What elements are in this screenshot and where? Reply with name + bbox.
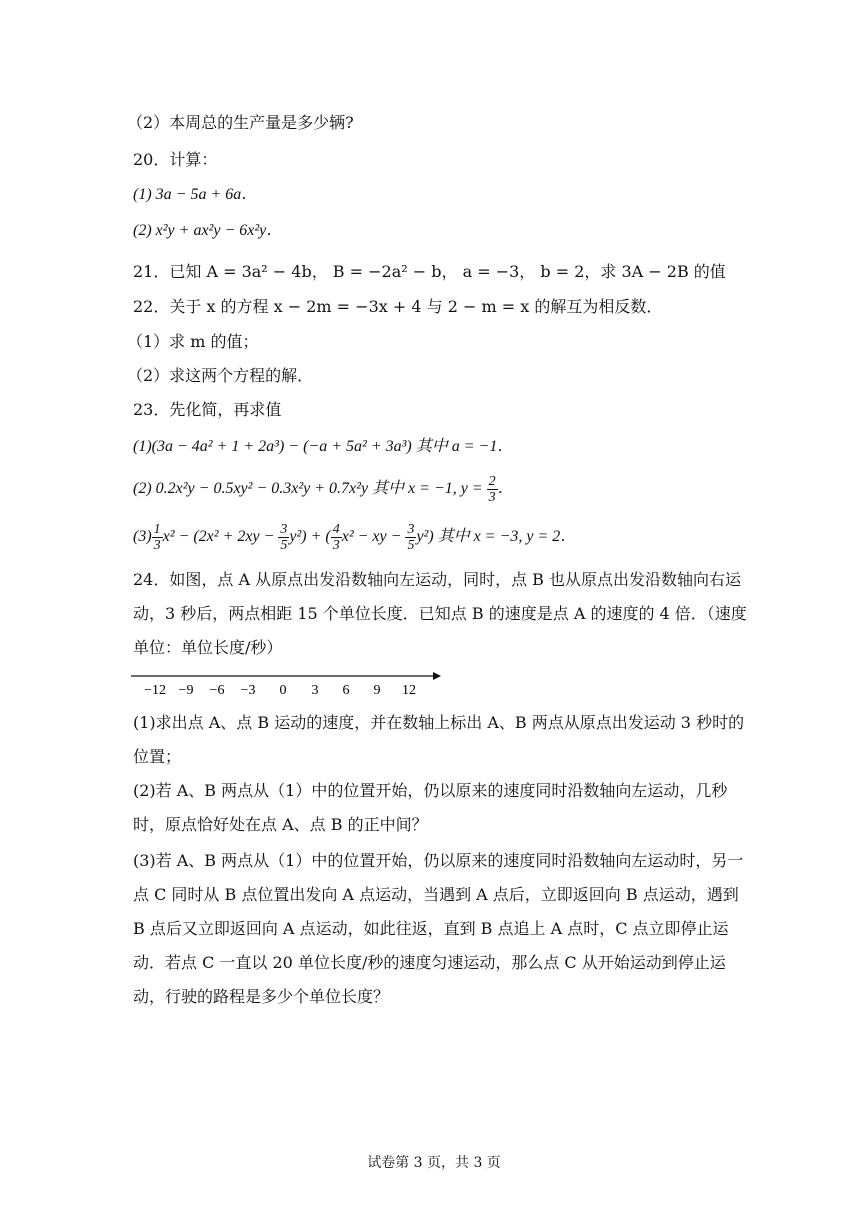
- paragraph-q24-part1: (1)求出点 A、点 B 运动的速度，并在数轴上标出 A、B 两点从原点出发运动 3 秒时的位置；: [133, 713, 745, 766]
- tick-label: 12: [402, 683, 416, 698]
- fraction-denominator: 3: [488, 490, 496, 505]
- q23-part3-text-c: x² − xy −: [341, 528, 406, 546]
- q23-part3-text-d: y²) 其中 x = −3, y = 2．: [416, 528, 577, 546]
- line-q20-title: 20．计算：: [133, 150, 218, 169]
- fraction: [278, 522, 289, 553]
- q23-part2-text: (2) 0.2x²y − 0.5xy² − 0.3x²y + 0.7x²y 其中 x = −1, y =: [133, 480, 487, 498]
- q23-part3-text-a: x² − (2x² + 2xy −: [162, 528, 279, 546]
- fraction-numerator: 2: [488, 474, 496, 489]
- fraction-denominator: 3: [153, 538, 161, 553]
- line-q22-part1: （1）求 m 的值；: [127, 332, 259, 351]
- line-q21: 21．已知 A = 3a² − 4b， B = −2a² − b， a = −3， b = 2，求 3A − 2B 的值: [133, 262, 726, 281]
- tick-label: −9: [178, 683, 194, 698]
- fraction: [405, 522, 416, 553]
- tick-label: 0: [279, 683, 287, 698]
- fraction: [487, 474, 498, 505]
- tick-label: 3: [311, 683, 319, 698]
- line-q19-part2: （2）本周总的生产量是多少辆?: [127, 113, 354, 132]
- line-q22-part2: （2）求这两个方程的解．: [127, 366, 314, 385]
- fraction-numerator: 4: [332, 522, 340, 537]
- tick-label: 6: [342, 683, 350, 698]
- fraction: [331, 522, 342, 553]
- fraction-numerator: 1: [153, 522, 161, 537]
- line-q20-part2: (2) x²y + ax²y − 6x²y．: [133, 222, 283, 239]
- line-q23-part3: (3) $\frac{1}{3}$ x² − (2x² + 2xy − $\frac{3}{5}$ y²) + ( $\frac{4}{3}$ x² − xy − $\frac{3}{5}$ y²) 其中 x = −3, y = 2．: [133, 522, 577, 553]
- tick-label: 9: [373, 683, 381, 698]
- fraction-denominator: 5: [407, 538, 415, 553]
- q23-part3-text-b: y²) + (: [289, 528, 331, 546]
- tick-label: −3: [240, 683, 256, 698]
- paragraph-q24-part2: (2)若 A、B 两点从（1）中的位置开始，仍以原来的速度同时沿数轴向左运动，几秒时，原点恰好处在点 A、点 B 的正中间？: [133, 781, 728, 834]
- fraction-numerator: 3: [407, 522, 415, 537]
- fraction-denominator: 5: [280, 538, 288, 553]
- paragraph-q24: 24．如图，点 A 从原点出发沿数轴向左运动，同时，点 B 也从原点出发沿数轴向右运动，3 秒后，两点相距 15 个单位长度．已知点 B 的速度是点 A 的速度的 4 倍．（速度单位：单位长度/秒）: [133, 570, 747, 657]
- tick-label: −6: [209, 683, 225, 698]
- paragraph-q24-part3: (3)若 A、B 两点从（1）中的位置开始，仍以原来的速度同时沿数轴向左运动时，另一点 C 同时从 B 点位置出发向 A 点运动，当遇到 A 点后，立即返回向 B 点运动，遇到 B 点后又立即返回向 A 点运动，如此往返，直到 B 点追上 A 点时，C 点立即停止运动．若点 C 一直以 20 单位长度/秒的速度匀速运动，那么点 C 从开始运动到停止运动，行驶的路程是多少个单位长度？: [133, 851, 744, 1006]
- line-q23-part1: (1)(3a − 4a² + 1 + 2a³) − (−a + 5a² + 3a³) 其中 a = −1．: [133, 438, 514, 455]
- number-line: [125, 668, 445, 700]
- page-footer: 试卷第 3 页，共 3 页: [367, 1155, 501, 1171]
- line-q23-title: 23．先化简，再求值: [133, 400, 282, 419]
- line-q22: 22．关于 x 的方程 x − 2m = −3x + 4 与 2 − m = x 的解互为相反数．: [133, 297, 663, 316]
- fraction-numerator: 3: [280, 522, 288, 537]
- fraction: [152, 522, 163, 553]
- line-q20-part1: (1) 3a − 5a + 6a．: [133, 186, 258, 203]
- fraction-denominator: 3: [332, 538, 340, 553]
- line-q23-part2: (2) 0.2x²y − 0.5xy² − 0.3x²y + 0.7x²y 其中 x = −1, y = $\frac{2}{3}$ ．: [133, 474, 514, 505]
- arrow-head-icon: [433, 672, 441, 680]
- tick-label: −12: [144, 683, 166, 698]
